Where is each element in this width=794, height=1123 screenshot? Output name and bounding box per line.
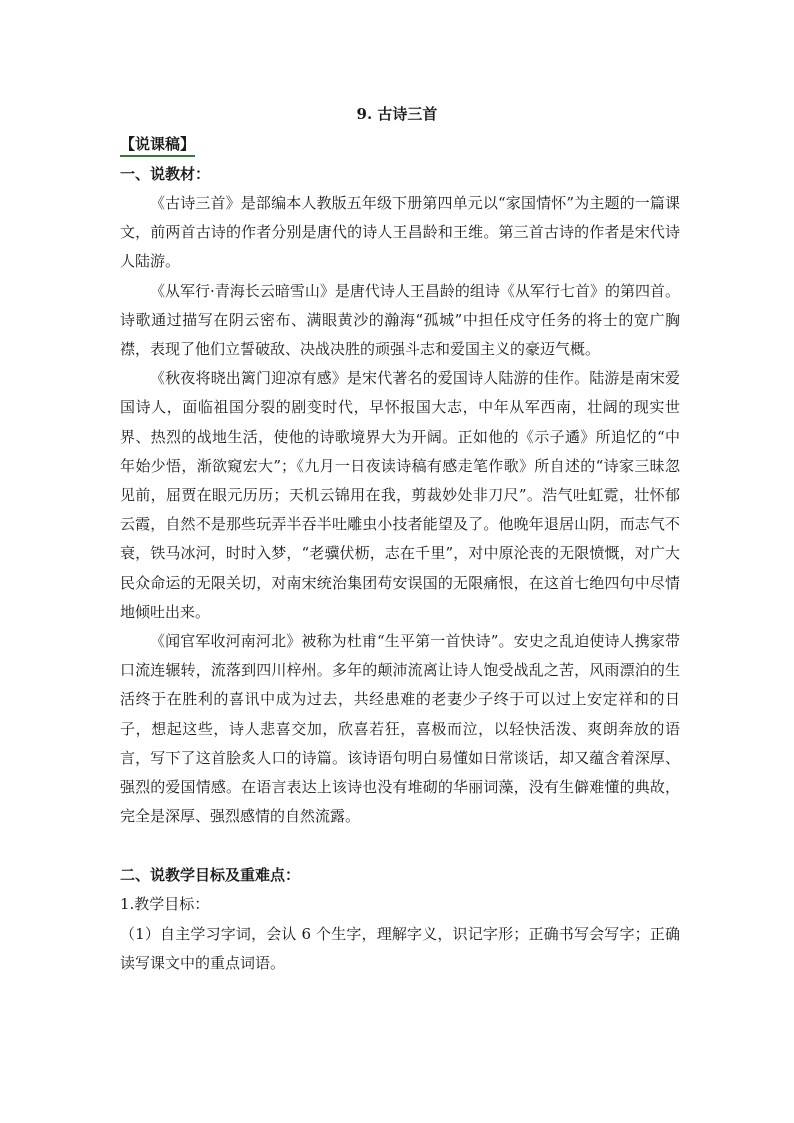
paragraph-intro: 《古诗三首》是部编本人教版五年级下册第四单元以“家国情怀”为主题的一篇课文，前两首古诗的作者分别是唐代的诗人王昌龄和王维。第三首古诗的作者是宋代诗人陆游。	[120, 194, 680, 271]
paragraph-poem-3: 《闻官军收河南河北》被称为杜甫“生平第一首快诗”。安史之乱迫使诗人携家带口流连辗转，流落到四川梓州。多年的颠沛流离让诗人饱受战乱之苦，风雨漂泊的生活终于在胜利的喜讯中成为过去，共经患难的老妻少子终于可以过上安定祥和的日子，想起这些，诗人悲喜交加，欣喜若狂，喜极而泣，以轻快活泼、爽朗奔放的语言，写下了这首脍炙人口的诗篇。该诗语句明白易懂如日常谈话，却又蕴含着深厚、强烈的爱国情感。在语言表达上该诗也没有堆砌的华丽词藻，没有生僻难懂的典故，完全是深厚、强烈感情的自然流露。	[120, 632, 680, 826]
section-tag: 【说课稿】	[120, 133, 195, 157]
document-body	[120, 160, 680, 978]
paragraph-poem-2: 《秋夜将晓出篱门迎凉有感》是宋代著名的爱国诗人陆游的佳作。陆游是南宋爱国诗人，面临祖国分裂的剧变时代，早怀报国大志，中年从军西南，壮阔的现实世界、热烈的战地生活，使他的诗歌境界大为开阔。正如他的《示子遹》所追忆的“中年始少悟，渐欲窥宏大”；《九月一日夜读诗稿有感走笔作歌》所自述的“诗家三昧忽见前，屈贾在眼元历历；天机云锦用在我，剪裁妙处非刀尺”。浩气吐虹霓，壮怀郁云霞，自然不是那些玩弄半吞半吐雕虫小技者能望及了。他晚年退居山阴，而志气不衰，铁马冰河，时时入梦，“老骥伏枥，志在千里”，对中原沦丧的无限愤慨，对广大民众命运的无限关切，对南宋统治集团苟安误国的无限痛恨，在这首七绝四句中尽情地倾吐出来。	[120, 369, 680, 621]
list-item-objectives: 1.教学目标：	[120, 895, 210, 914]
document-title: 9. 古诗三首	[356, 105, 438, 123]
heading-textbook: 一、说教材：	[120, 165, 211, 183]
heading-objectives: 二、说教学目标及重难点：	[120, 866, 301, 885]
spacer	[120, 831, 680, 861]
paragraph-poem-1: 《从军行·青海长云暗雪山》是唐代诗人王昌龄的组诗《从军行七首》的第四首。诗歌通过描写在阴云密布、满眼黄沙的瀚海“孤城”中担任戍守任务的将士的宽广胸襟，表现了他们立誓破敌、决战决胜的顽强斗志和爱国主义的豪迈气概。	[120, 281, 680, 359]
list-item-objective-1: （1）自主学习字词，会认 6 个生字，理解字义，识记字形；正确书写会写字；正确读写课文中的重点词语。	[120, 924, 680, 972]
